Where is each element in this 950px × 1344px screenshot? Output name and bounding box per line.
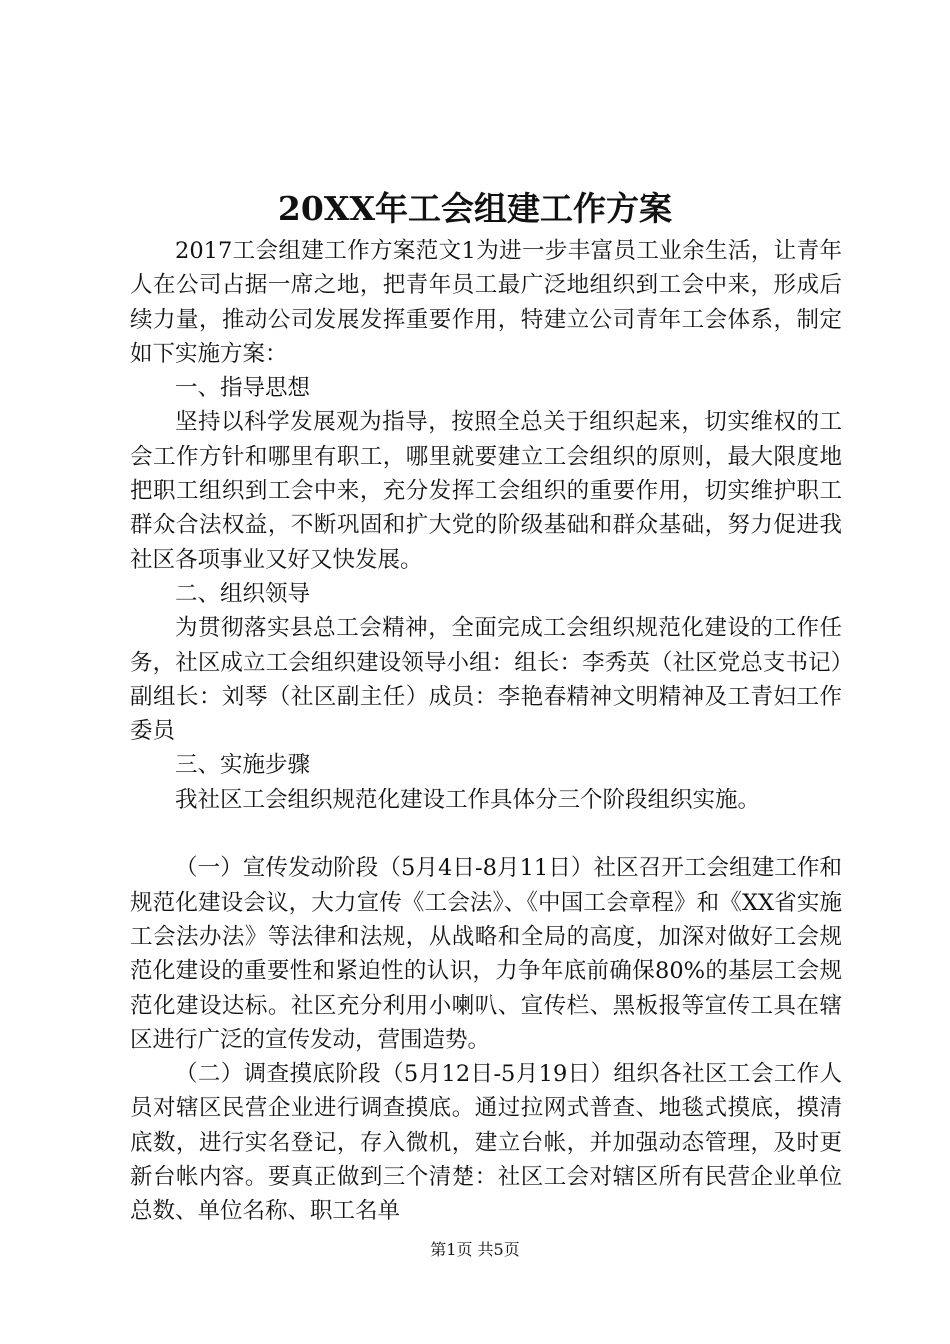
stage2-paragraph: （二）调查摸底阶段（5月12日-5月19日）组织各社区工会工作人员对辖区民营企业进行调查摸底。通过拉网式普查、地毯式摸底，摸清底数，进行实名登记，存入微机，建立台帐，并加强动态管理，及时更新台帐内容。要真正做到三个清楚：社区工会对辖区所有民营企业单位总数、单位名称、职工名单 [130,1061,842,1225]
document-body [130,234,842,1229]
steps-paragraph: 我社区工会组织规范化建设工作具体分三个阶段组织实施。 [175,786,761,813]
guiding-thought-paragraph: 坚持以科学发展观为指导，按照全总关于组织起来，切实维权的工会工作方针和哪里有职工，哪里就要建立工会组织的原则，最大限度地把职工组织到工会中来，充分发挥工会组织的重要作用，切实维护职工群众合法权益，不断巩固和扩大党的阶级基础和群众基础，努力促进我社区各项事业又好又快发展。 [130,409,842,573]
section-heading-organization: 二、组织领导 [175,580,311,607]
page-number: 第1页 共5页 [430,1240,520,1259]
section-heading-guiding-thought: 一、指导思想 [175,375,311,402]
document-title: 20XX年工会组建工作方案 [277,189,673,228]
stage1-paragraph: （一）宣传发动阶段（5月4日-8月11日）社区召开工会组建工作和规范化建设会议，大力宣传《工会法》、《中国工会章程》和《XX省实施工会法办法》等法律和法规，从战略和全局的高度，加深对做好工会规范化建设的重要性和紧迫性的认识，力争年底前确保80%的基层工会规范化建设达标。社区充分利用小喇叭、宣传栏、黑板报等宣传工具在辖区进行广泛的宣传发动，营围造势。 [130,855,842,1053]
section-heading-steps: 三、实施步骤 [175,752,311,779]
intro-paragraph: 2017工会组建工作方案范文1为进一步丰富员工业余生活，让青年人在公司占据一席之地，把青年员工最广泛地组织到工会中来，形成后续力量，推动公司发展发挥重要作用，特建立公司青年工会体系，制定如下实施方案： [130,238,842,367]
organization-paragraph: 为贯彻落实县总工会精神，全面完成工会组织规范化建设的工作任务，社区成立工会组织建设领导小组：组长：李秀英（社区党总支书记）副组长：刘琴（社区副主任）成员：李艳春精神文明精神及工青妇工作委员 [130,615,842,745]
blank-line [130,817,842,851]
